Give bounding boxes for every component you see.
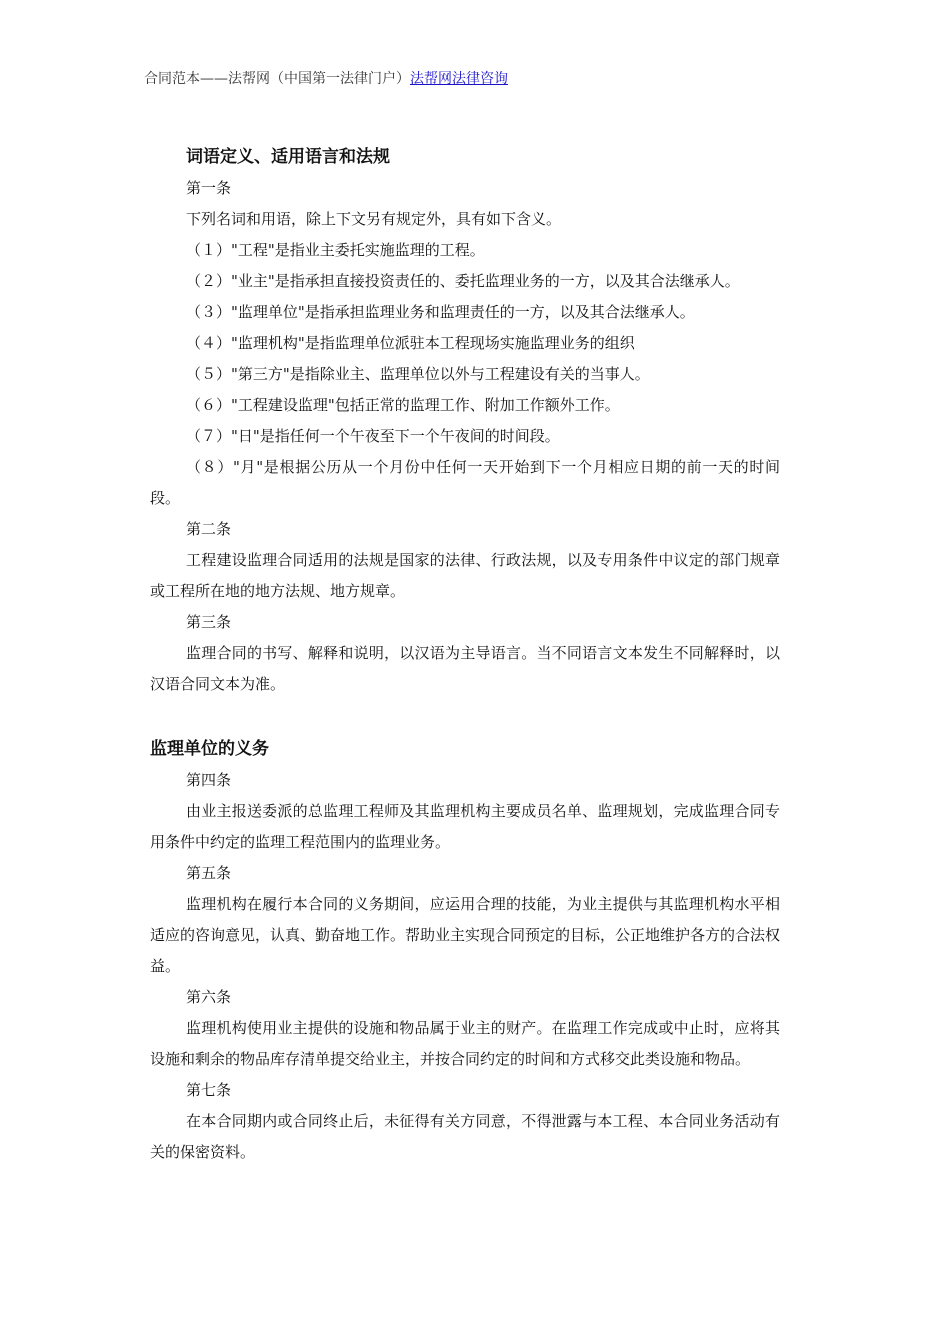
article-text: 由业主报送委派的总监理工程师及其监理机构主要成员名单、监理规划，完成监理合同专用条件中约定的监理工程范围内的监理业务。	[150, 802, 780, 851]
article-label: 第二条	[186, 520, 232, 538]
article-text: 工程建设监理合同适用的法规是国家的法律、行政法规，以及专用条件中议定的部门规章或工程所在地的地方法规、地方规章。	[150, 551, 780, 600]
article-label: 第六条	[186, 988, 232, 1006]
definition-item: （８）"月"是根据公历从一个月份中任何一天开始到下一个月相应日期的前一天的时间段。	[150, 458, 780, 507]
article-text: 监理合同的书写、解释和说明，以汉语为主导语言。当不同语言文本发生不同解释时，以汉语合同文本为准。	[150, 644, 780, 693]
definition-item: （４）"监理机构"是指监理单位派驻本工程现场实施监理业务的组织	[186, 334, 635, 352]
section-title-definitions: 词语定义、适用语言和法规	[186, 147, 390, 167]
article-text: 在本合同期内或合同终止后，未征得有关方同意，不得泄露与本工程、本合同业务活动有关的保密资料。	[150, 1112, 780, 1161]
article-label: 第五条	[186, 864, 232, 882]
document-body	[150, 142, 780, 1168]
article-label: 第三条	[186, 613, 232, 631]
header-link[interactable]: 法帮网法律咨询	[410, 71, 508, 87]
article-text: 监理机构使用业主提供的设施和物品属于业主的财产。在监理工作完成或中止时，应将其设施和剩余的物品库存清单提交给业主，并按合同约定的时间和方式移交此类设施和物品。	[150, 1019, 780, 1068]
article-label: 第一条	[186, 179, 232, 197]
page-header	[144, 68, 508, 88]
definition-item: （２）"业主"是指承担直接投资责任的、委托监理业务的一方，以及其合法继承人。	[186, 272, 740, 290]
article-text: 下列名词和用语，除上下文另有规定外，具有如下含义。	[186, 210, 562, 228]
article-text: 监理机构在履行本合同的义务期间，应运用合理的技能，为业主提供与其监理机构水平相适应的咨询意见，认真、勤奋地工作。帮助业主实现合同预定的目标，公正地维护各方的合法权益。	[150, 895, 781, 975]
article-label: 第七条	[186, 1081, 232, 1099]
section-title-obligations: 监理单位的义务	[150, 739, 269, 759]
header-prefix: 合同范本——法帮网（中国第一法律门户）	[144, 71, 410, 87]
definition-item: （５）"第三方"是指除业主、监理单位以外与工程建设有关的当事人。	[186, 365, 650, 383]
article-label: 第四条	[186, 771, 232, 789]
definition-item: （７）"日"是指任何一个午夜至下一个午夜间的时间段。	[186, 427, 560, 445]
definition-item: （３）"监理单位"是指承担监理业务和监理责任的一方，以及其合法继承人。	[186, 303, 695, 321]
definition-item: （６）"工程建设监理"包括正常的监理工作、附加工作额外工作。	[186, 396, 620, 414]
definition-item: （１）"工程"是指业主委托实施监理的工程。	[186, 241, 485, 259]
